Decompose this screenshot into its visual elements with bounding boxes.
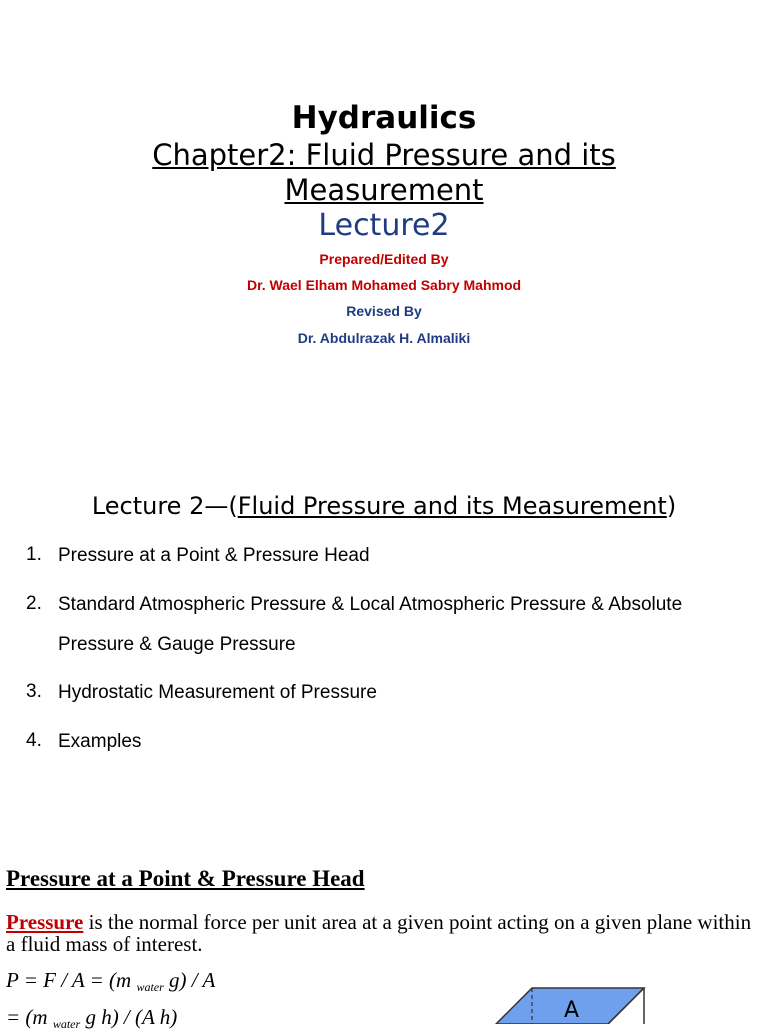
- list-item-number: 4.: [26, 730, 42, 751]
- list-item-text: Standard Atmospheric Pressure & Local Atmospheric Pressure & Absolute Pressure & Gauge Pressure: [58, 594, 683, 655]
- contents-heading: [0, 492, 768, 520]
- contents-heading-prefix: Lecture 2—(: [91, 492, 238, 520]
- list-item-number: 2.: [26, 593, 42, 614]
- formula-2-part-b: g h) / (A h): [80, 1005, 178, 1029]
- list-item-text: Examples: [58, 731, 142, 752]
- section-heading: Pressure at a Point & Pressure Head: [6, 866, 365, 891]
- pressure-formula-2: [6, 1005, 177, 1032]
- area-label: A: [564, 998, 580, 1023]
- formula-2-part-a: = (m: [6, 1005, 53, 1029]
- list-item-number: 1.: [26, 544, 42, 565]
- lecture-label: Lecture2: [318, 208, 450, 243]
- formula-1-part-a: P = F / A = (m: [6, 968, 137, 992]
- revised-by-label: Revised By: [346, 303, 422, 319]
- pressure-keyword: Pressure: [6, 910, 84, 934]
- document-title: Hydraulics: [291, 100, 477, 136]
- contents-heading-link: Fluid Pressure and its Measurement: [237, 492, 667, 520]
- formula-1-part-b: g) / A: [163, 968, 216, 992]
- revised-by-name: Dr. Abdulrazak H. Almaliki: [297, 330, 471, 346]
- formula-1-subscript: water: [136, 980, 164, 994]
- prepared-by-label: Prepared/Edited By: [319, 251, 449, 267]
- list-item-number: 3.: [26, 681, 42, 702]
- pressure-definition-text: is the normal force per unit area at a given point acting on a given plane within a fluid mass of interest.: [6, 910, 752, 956]
- chapter-title: Chapter2: Fluid Pressure and its Measurement: [152, 138, 616, 207]
- pressure-definition: [6, 911, 756, 955]
- prepared-by-name: Dr. Wael Elham Mohamed Sabry Mahmod: [246, 277, 522, 293]
- water-column-diagram: [492, 984, 652, 1024]
- list-item-text: Pressure at a Point & Pressure Head: [58, 545, 370, 566]
- pressure-formula-1: [6, 968, 215, 995]
- formula-2-subscript: water: [52, 1017, 81, 1031]
- list-item-text: Hydrostatic Measurement of Pressure: [58, 682, 377, 703]
- contents-heading-suffix: ): [666, 492, 677, 520]
